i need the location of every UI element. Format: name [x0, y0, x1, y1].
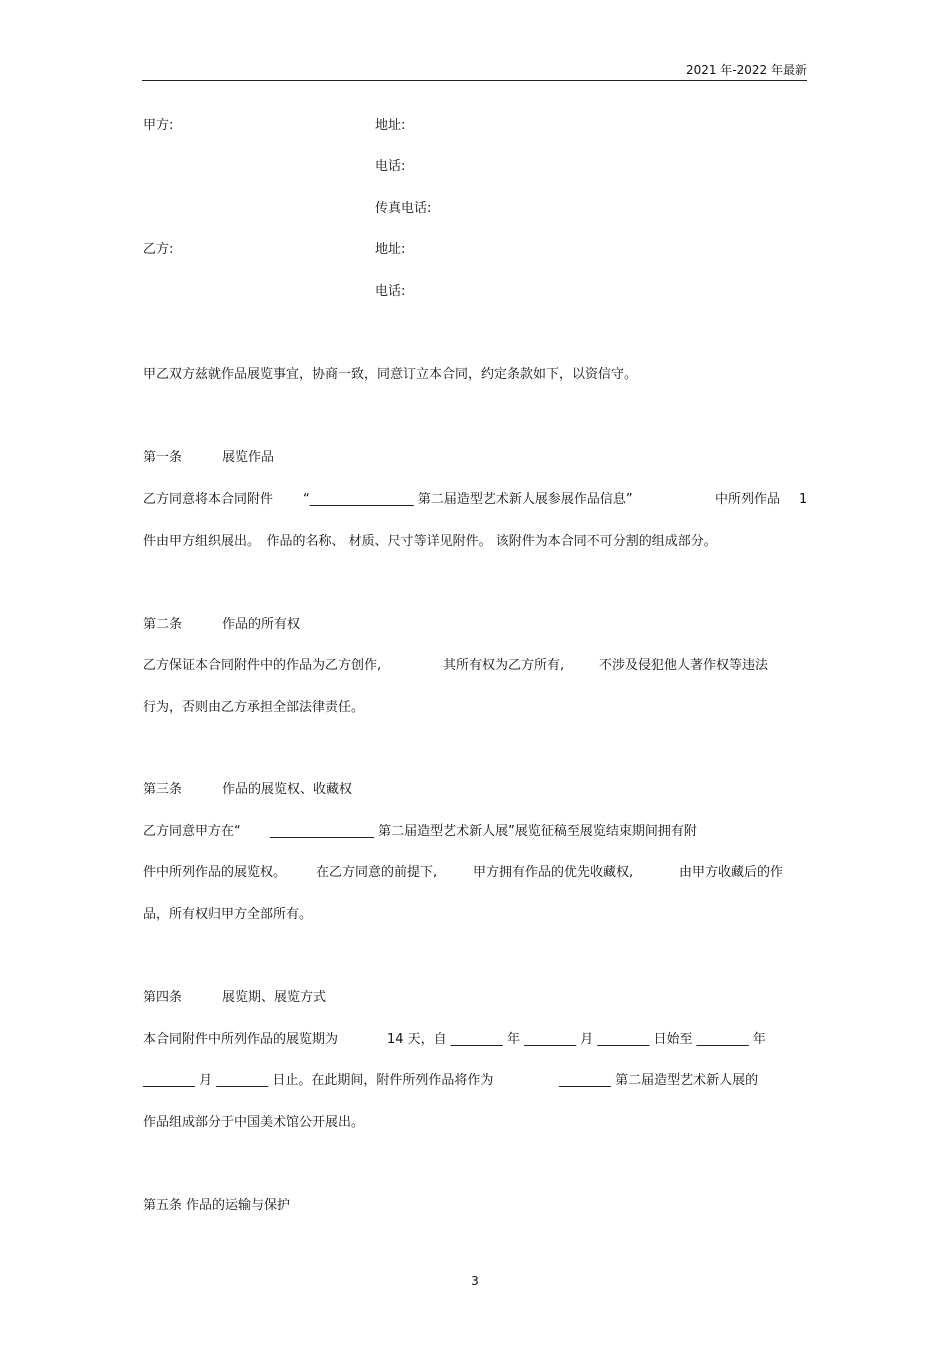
article-2-text: 乙方保证本合同附件中的作品为乙方创作, [143, 658, 382, 673]
page-header: 2021 年-2022 年最新 [685, 63, 807, 77]
article-3-text: 乙方同意甲方在“ [143, 824, 241, 839]
article-3-text: 在乙方同意的前提下, [316, 865, 438, 880]
article-5-title: 作品的运输与保护 [186, 1198, 291, 1213]
article-3-title: 作品的展览权、收藏权 [222, 782, 353, 797]
article-4-text: 本合同附件中所列作品的展览期为 [143, 1032, 339, 1047]
party-a-address: 地址: [375, 118, 406, 133]
intro-paragraph: 甲乙双方兹就作品展览事宜，协商一致，同意订立本合同，约定条款如下，以资信守。 [143, 367, 638, 382]
article-4-text: 14 天，自 ________ 年 ________ 月 ________ 日始至 ________ 年 [387, 1032, 766, 1047]
article-1-text: 乙方同意将本合同附件 [143, 492, 274, 507]
article-4-title: 展览期、展览方式 [222, 990, 327, 1005]
party-b-address: 地址: [375, 242, 406, 257]
article-4-text: 作品组成部分于中国美术馆公开展出。 [143, 1115, 365, 1130]
article-3-text: 甲方拥有作品的优先收藏权, [473, 865, 634, 880]
article-4-text: ________ 月 ________ 日止。在此期间，附件所列作品将作为 [143, 1073, 494, 1088]
article-2-text: 不涉及侵犯他人著作权等违法 [599, 658, 769, 673]
article-4-text: ________ 第二届造型艺术新人展的 [559, 1073, 759, 1088]
party-a-phone: 电话: [375, 159, 406, 174]
party-b-phone: 电话: [375, 284, 406, 299]
article-2-title: 作品的所有权 [222, 617, 301, 632]
party-b-label: 乙方: [143, 242, 174, 257]
article-3-text: ________________ 第二届造型艺术新人展”展览征稿至展览结束期间拥有附 [270, 824, 697, 839]
article-5-number: 第五条 [143, 1198, 183, 1213]
article-4-number: 第四条 [143, 990, 183, 1005]
article-3-text: 件中所列作品的展览权。 [143, 865, 287, 880]
article-1-text: 件由甲方组织展出。 作品的名称、 材质、尺寸等详见附件。 该附件为本合同不可分割的组成部分。 [143, 534, 717, 549]
article-2-number: 第二条 [143, 617, 183, 632]
article-1-title: 展览作品 [222, 450, 275, 465]
header-rule [142, 80, 807, 81]
article-1-text: 中所列作品 [715, 492, 781, 507]
article-1-text: 1 [799, 492, 808, 507]
article-2-text: 其所有权为乙方所有, [443, 658, 565, 673]
party-a-fax: 传真电话: [375, 201, 432, 216]
article-1-text: “________________ 第二届造型艺术新人展参展作品信息” [303, 492, 633, 507]
article-3-number: 第三条 [143, 782, 183, 797]
article-3-text: 品，所有权归甲方全部所有。 [143, 907, 313, 922]
page-number: 3 [471, 1274, 479, 1288]
article-1-number: 第一条 [143, 450, 183, 465]
article-3-text: 由甲方收藏后的作 [679, 865, 784, 880]
article-2-text: 行为，否则由乙方承担全部法律责任。 [143, 700, 365, 715]
party-a-label: 甲方: [143, 118, 174, 133]
